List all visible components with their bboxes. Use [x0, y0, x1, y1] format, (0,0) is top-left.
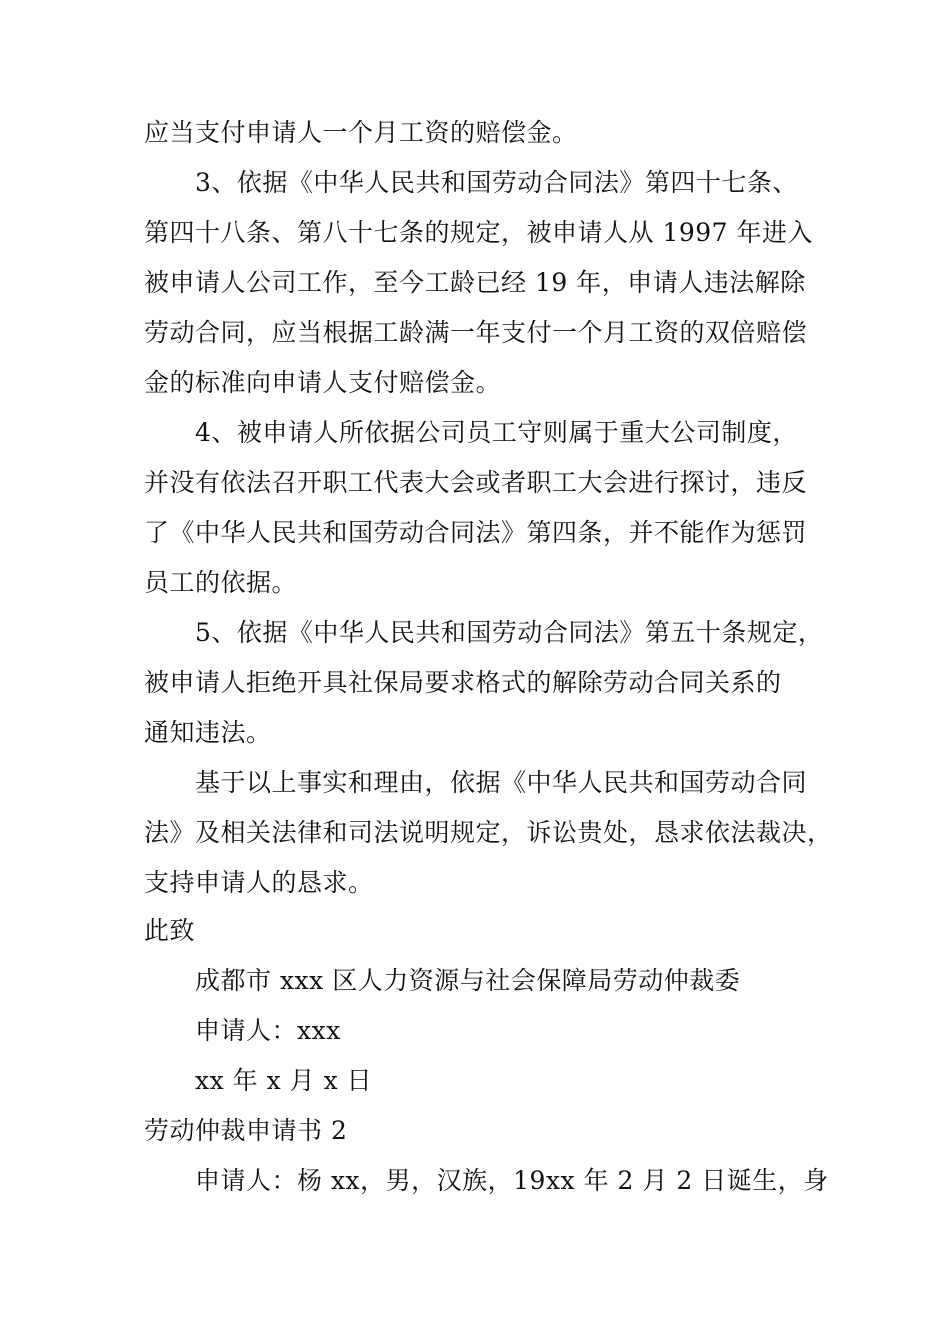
- paragraph-line: 3、依据《中华人民共和国劳动合同法》第四十七条、: [195, 168, 798, 197]
- paragraph-line: 5、依据《中华人民共和国劳动合同法》第五十条规定，: [195, 618, 824, 647]
- paragraph-line: 支持申请人的恳求。: [144, 868, 374, 897]
- salutation: 此致: [144, 916, 196, 945]
- paragraph-line: 劳动合同，应当根据工龄满一年支付一个月工资的双倍赔偿: [144, 318, 808, 347]
- recipient-line: 成都市 xxx 区人力资源与社会保障局劳动仲裁委: [195, 966, 741, 995]
- paragraph-line: 并没有依法召开职工代表大会或者职工大会进行探讨，违反: [144, 468, 808, 497]
- paragraph-line: 员工的依据。: [144, 568, 298, 597]
- section-title: 劳动仲裁申请书 2: [144, 1116, 348, 1145]
- paragraph-line: 第四十八条、第八十七条的规定，被申请人从 1997 年进入: [144, 218, 814, 247]
- paragraph-line: 应当支付申请人一个月工资的赔偿金。: [144, 118, 578, 147]
- date-line: xx 年 x 月 x 日: [195, 1066, 373, 1095]
- applicant-signature: 申请人：xxx: [195, 1016, 341, 1045]
- paragraph-line: 申请人：杨 xx，男，汉族，19xx 年 2 月 2 日诞生，身: [195, 1166, 829, 1195]
- paragraph-line: 基于以上事实和理由，依据《中华人民共和国劳动合同: [195, 768, 808, 797]
- paragraph-line: 4、被申请人所依据公司员工守则属于重大公司制度，: [195, 418, 798, 447]
- paragraph-line: 法》及相关法律和司法说明规定，诉讼贵处，恳求依法裁决，: [144, 818, 833, 847]
- paragraph-line: 通知违法。: [144, 718, 272, 747]
- paragraph-line: 金的标准向申请人支付赔偿金。: [144, 368, 502, 397]
- paragraph-line: 了《中华人民共和国劳动合同法》第四条，并不能作为惩罚: [144, 518, 808, 547]
- paragraph-line: 被申请人公司工作，至今工龄已经 19 年，申请人违法解除: [144, 268, 806, 297]
- paragraph-line: 被申请人拒绝开具社保局要求格式的解除劳动合同关系的: [144, 668, 782, 697]
